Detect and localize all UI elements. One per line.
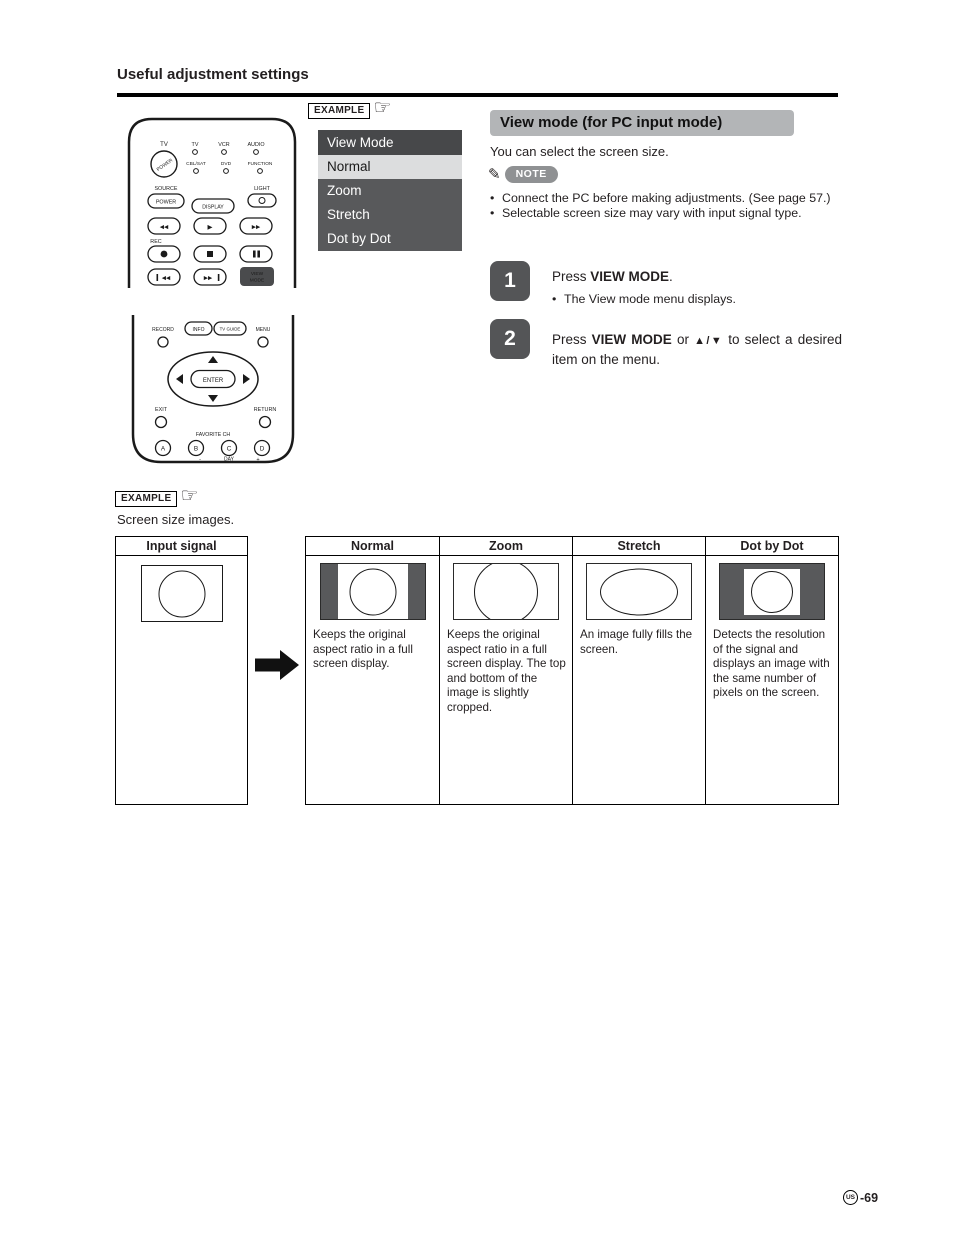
note-label: NOTE	[505, 166, 558, 183]
bullet-icon: •	[490, 206, 495, 221]
fast-forward-icon: ▶▶	[251, 224, 261, 231]
pencil-icon: ✎	[488, 166, 501, 183]
svg-text:VCR: VCR	[218, 142, 230, 148]
menu-item-dot-by-dot: Dot by Dot	[318, 227, 462, 251]
bullet-icon: •	[490, 191, 495, 205]
remote-tv-guide-button	[214, 322, 246, 335]
remote-control-top-illustration	[122, 112, 302, 288]
remote-info-button	[185, 322, 212, 335]
note-text: Selectable screen size may vary with input signal type.	[502, 206, 802, 221]
remote-nav-cluster	[168, 352, 258, 406]
menu-item-normal: Normal	[318, 155, 462, 179]
svg-text:-: -	[199, 457, 201, 463]
pillarbox-bar	[321, 564, 338, 619]
svg-text:TV: TV	[191, 142, 199, 148]
record-icon	[161, 251, 168, 258]
svg-text:RECORD: RECORD	[152, 327, 174, 333]
svg-text:VIEW: VIEW	[250, 272, 264, 277]
svg-text:D: D	[259, 445, 265, 453]
svg-text:+: +	[256, 457, 260, 463]
note-list	[490, 191, 840, 221]
svg-text:AUDIO: AUDIO	[247, 142, 265, 148]
svg-text:MENU: MENU	[255, 327, 271, 333]
remote-control-bottom-illustration	[130, 315, 296, 465]
example-box: EXAMPLE	[115, 491, 177, 507]
step-2-text: Press VIEW MODE or ▲/▼ to select a desired item on the menu.	[552, 332, 842, 367]
svg-text:SOURCE: SOURCE	[154, 186, 178, 192]
svg-text:POWER: POWER	[156, 158, 175, 173]
play-icon: ▶	[207, 224, 213, 231]
pause-icon	[253, 251, 256, 258]
page-number: -69	[860, 1190, 879, 1205]
pointing-hand-icon: ☞	[180, 485, 199, 507]
column-header: Dot by Dot	[706, 537, 838, 556]
svg-text:CBL/SAT: CBL/SAT	[186, 162, 206, 167]
svg-text:TV: TV	[160, 142, 168, 148]
bullet-icon: •	[552, 292, 557, 306]
page-title: Useful adjustment settings	[117, 66, 309, 83]
svg-text:ENTER: ENTER	[202, 378, 224, 384]
menu-title: View Mode	[318, 130, 462, 155]
page-footer	[843, 1190, 878, 1205]
column-header: Normal	[306, 537, 439, 556]
rewind-icon: ◀◀	[159, 224, 169, 231]
svg-text:TV GUIDE: TV GUIDE	[219, 326, 241, 332]
svg-text:DVD: DVD	[220, 162, 232, 167]
flow-arrow-icon	[255, 650, 299, 680]
input-signal-image	[141, 565, 223, 622]
table-column-normal	[306, 537, 439, 804]
note-item	[490, 191, 840, 206]
menu-item-stretch: Stretch	[318, 203, 462, 227]
svg-text:DISPLAY: DISPLAY	[202, 204, 224, 211]
stretch-screen-image	[586, 563, 692, 620]
column-description: An image fully fills the screen.	[580, 628, 693, 656]
pointing-hand-icon: ☞	[373, 97, 392, 119]
input-signal-table	[115, 536, 248, 805]
svg-text:C: C	[226, 445, 232, 453]
svg-text:DAY: DAY	[224, 456, 234, 463]
screen-size-caption: Screen size images.	[117, 512, 235, 527]
input-signal-header: Input signal	[116, 537, 247, 556]
example-box: EXAMPLE	[308, 103, 370, 119]
table-column-stretch	[572, 537, 705, 804]
menu-item-zoom: Zoom	[318, 179, 462, 203]
svg-text:FUNCTION: FUNCTION	[247, 162, 273, 167]
svg-text:MODE: MODE	[249, 278, 265, 284]
svg-text:INFO: INFO	[192, 327, 205, 333]
zoom-screen-image	[453, 563, 559, 620]
stop-icon	[207, 251, 213, 257]
svg-text:LIGHT: LIGHT	[254, 186, 270, 192]
column-description: Detects the resolution of the signal and displays an image with the same number of pixels on the screen.	[713, 628, 830, 700]
svg-text:FAVORITE CH: FAVORITE CH	[195, 432, 231, 438]
svg-text:EXIT: EXIT	[155, 407, 167, 413]
dot-by-dot-screen-image	[719, 563, 825, 620]
note-text: Connect the PC before making adjustments. (See page 57.)	[502, 191, 831, 205]
region-badge: US	[843, 1190, 858, 1205]
svg-text:B: B	[193, 445, 199, 453]
step-1-badge: 1	[490, 261, 530, 301]
example-label	[308, 97, 392, 119]
column-header: Zoom	[440, 537, 572, 556]
header-rule	[117, 93, 838, 97]
step-1-text: Press VIEW MODE.	[552, 269, 673, 284]
step-2-badge: 2	[490, 319, 530, 359]
table-column-dot-by-dot	[705, 537, 838, 804]
remote-display-button	[192, 199, 234, 213]
section-title: View mode (for PC input mode)	[490, 110, 794, 136]
input-circle	[158, 570, 205, 617]
section-intro: You can select the screen size.	[490, 144, 669, 159]
view-mode-table	[305, 536, 839, 805]
note-badge	[488, 166, 558, 183]
skip-back-icon: ◀◀	[161, 275, 171, 282]
svg-text:RETURN: RETURN	[253, 407, 277, 413]
note-item	[490, 206, 840, 221]
table-column-zoom	[439, 537, 572, 804]
column-description: Keeps the original aspect ratio in a full screen display. The top and bottom of the image is slightly cropped.	[447, 628, 566, 714]
column-description: Keeps the original aspect ratio in a full screen display.	[313, 628, 413, 671]
pillarbox-bar	[408, 564, 425, 619]
skip-forward-icon: ▶▶	[203, 275, 213, 282]
step-1-note: • The View mode menu displays.	[552, 292, 736, 306]
up-down-arrows-icon: ▲/▼	[694, 335, 724, 347]
svg-text:REC: REC	[150, 239, 162, 245]
column-header: Stretch	[573, 537, 705, 556]
normal-screen-image	[320, 563, 426, 620]
example-label	[115, 485, 199, 507]
view-mode-menu	[318, 130, 462, 251]
svg-text:POWER: POWER	[155, 199, 177, 206]
svg-text:A: A	[160, 445, 166, 453]
remote-view-mode-button	[240, 267, 274, 286]
